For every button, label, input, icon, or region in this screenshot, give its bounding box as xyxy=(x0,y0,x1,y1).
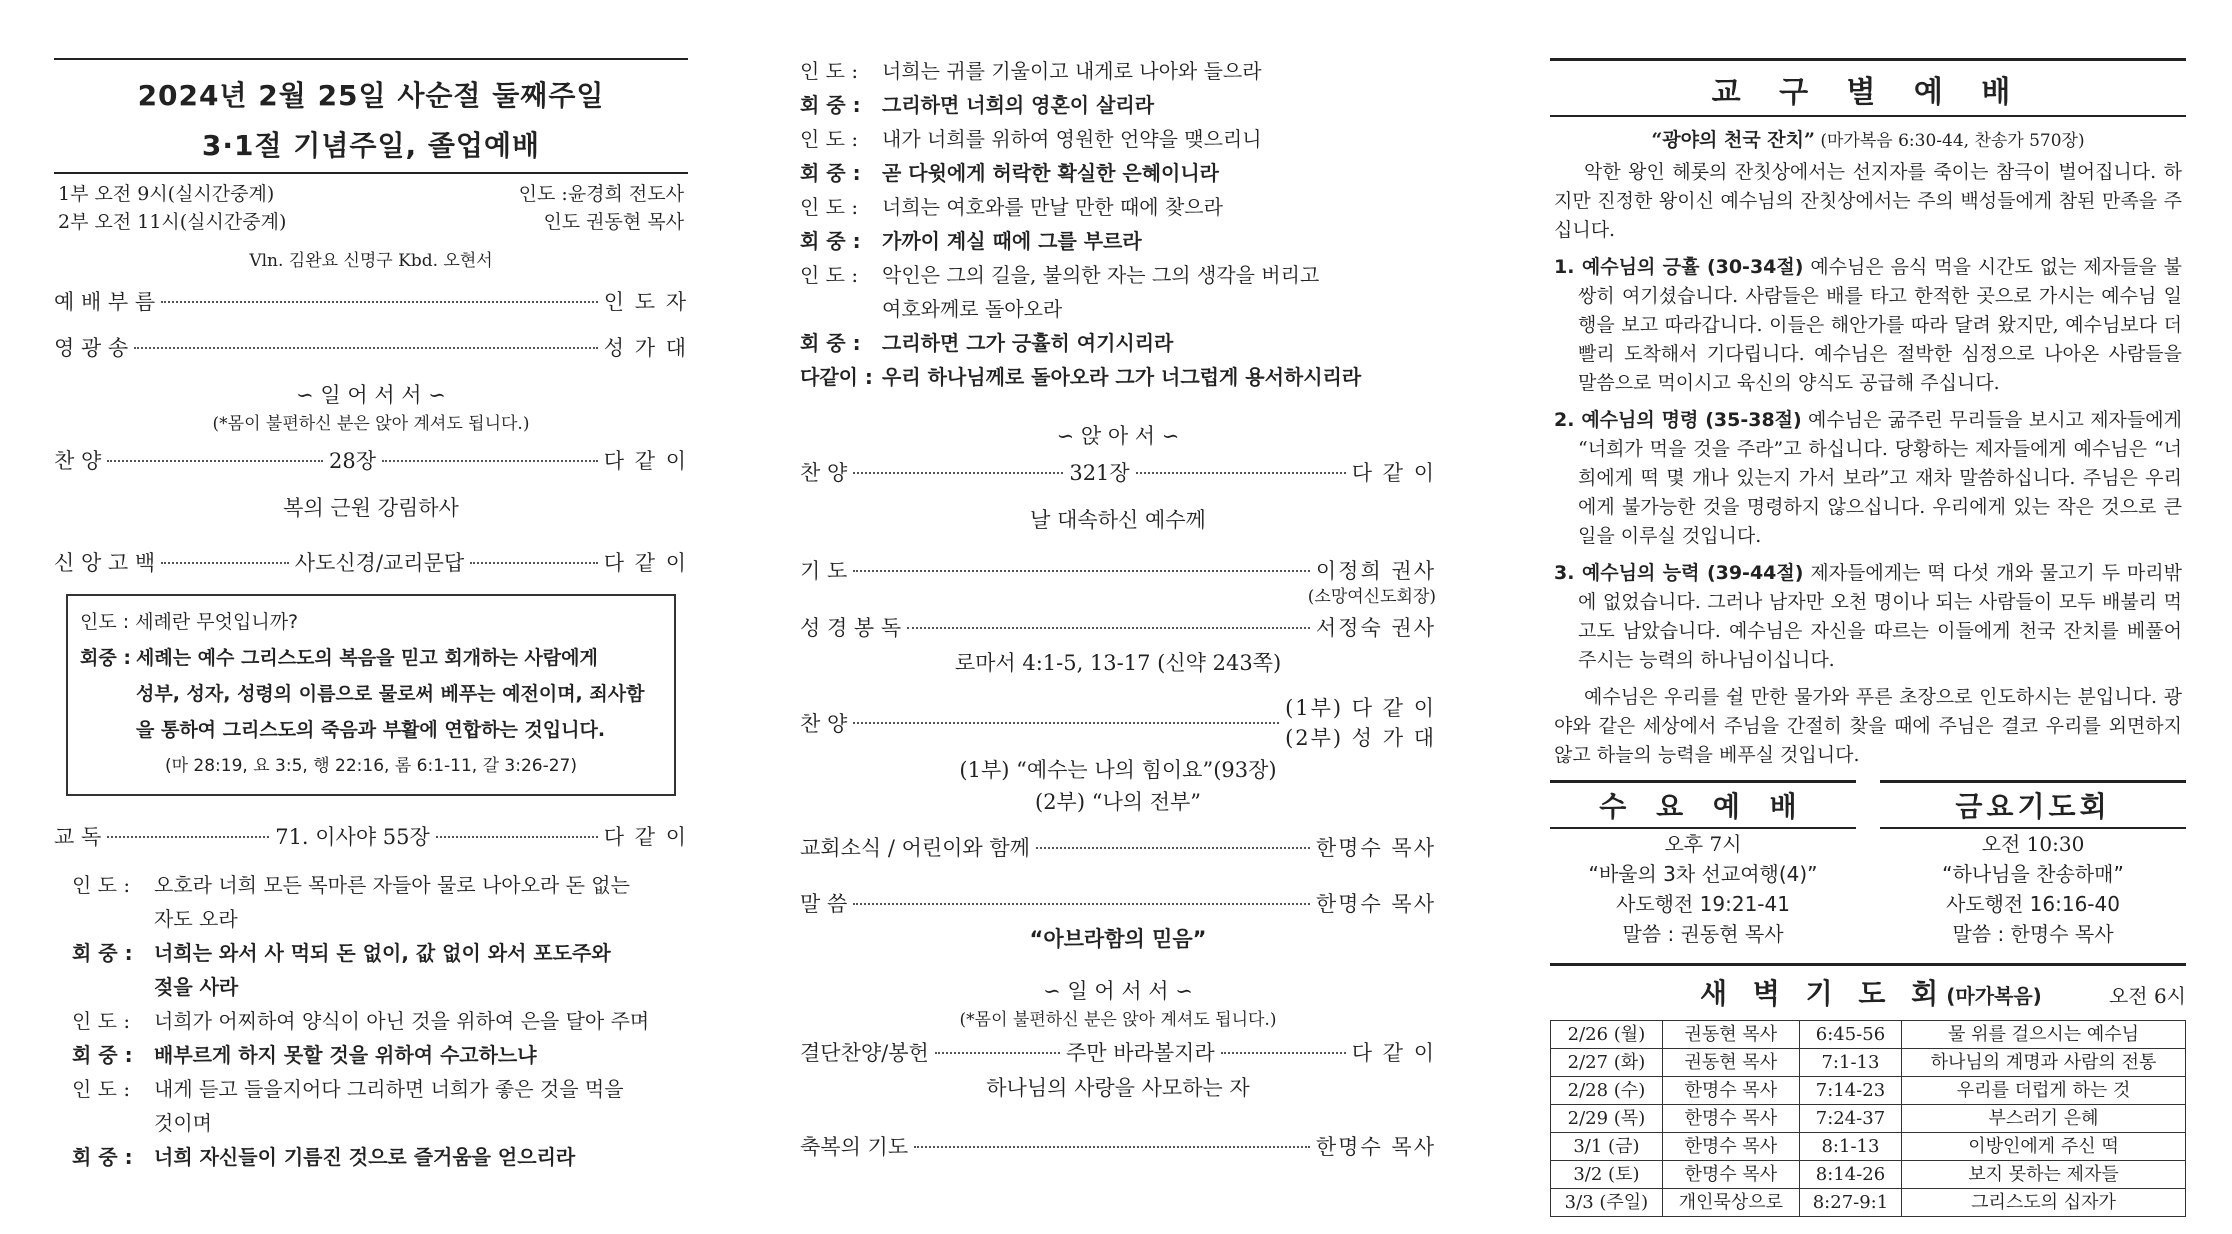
order-hymn-2: 찬 양 321장 다 같 이 xyxy=(800,461,1436,485)
stand-note: (*몸이 불편하신 분은 앉아 계셔도 됩니다.) xyxy=(212,414,530,434)
order-creed: 신 앙 고 백 사도신경/교리문답 다 같 이 xyxy=(54,551,689,575)
weekly-services xyxy=(1550,780,2186,949)
friday-time: 오전 10:30 xyxy=(1981,832,2085,856)
reading-line: 회 중 : 너희 자신들이 기름진 것으로 즐거움을 얻으리라 xyxy=(72,1145,576,1169)
order-prayer: 기 도 이정희 권사 xyxy=(800,559,1436,583)
service-1 xyxy=(58,180,684,208)
order-news: 교회소식 / 어린이와 함께 한명수 목사 xyxy=(800,836,1436,860)
catechism-box xyxy=(66,594,676,796)
friday-preacher: 말씀 : 한명수 목사 xyxy=(1952,922,2114,946)
catechism-question: 인도 : 세례란 무엇입니까? xyxy=(80,611,299,633)
order-offering: 결단찬양/봉헌 주만 바라볼지라 다 같 이 xyxy=(800,1041,1437,1065)
wednesday-time: 오후 7시 xyxy=(1664,832,1742,856)
district-point-2: 2. 예수님의 명령 (35-38절) 예수님은 굶주린 무리들을 보시고 제자들에게 “너희가 먹을 것을 주라”고 하십니다. 당황하는 제자들에게 예수님은 “너희에게 떡 몇 개나 있는지 가서 보라”고 재차 말씀하십니다. 주님은 우리에게 불가능한 것을 명령하지 않으십니다. 우리에게 있는 작은 것으로 큰 일을 이루실 것입니다. xyxy=(1554,409,2182,547)
table-cell: 그리스도의 십자가 xyxy=(1902,1189,2186,1217)
table-cell: 6:45-56 xyxy=(1799,1021,1901,1049)
column-order-of-worship-2 xyxy=(800,54,1436,1178)
table-cell: 부스러기 은혜 xyxy=(1902,1105,2186,1133)
wednesday-service xyxy=(1550,780,1856,949)
page-title: 2024년 2월 25일 사순절 둘째주일 xyxy=(137,79,605,112)
order-sermon: 말 씀 한명수 목사 xyxy=(800,892,1436,916)
sit-instruction: ∽ 앉 아 서 ∽ xyxy=(1056,424,1180,448)
order-responsive-reading: 교 독 71. 이사야 55장 다 같 이 xyxy=(54,825,688,849)
reading-line: 다같이 : 우리 하나님께로 돌아오라 그가 너그럽게 용서하시리라 xyxy=(800,365,1362,389)
district-outro: 예수님은 우리를 쉴 만한 물가와 푸른 초장으로 인도하시는 분입니다. 광야와 같은 세상에서 주님을 간절히 찾을 때에 주님은 결코 우리를 외면하지 않고 하늘의 능력을 베푸실 것입니다. xyxy=(1554,686,2182,766)
district-point-1: 1. 예수님의 긍휼 (30-34절) 예수님은 음식 먹을 시간도 없는 제자들을 불쌍히 여기셨습니다. 사람들은 배를 타고 한적한 곳으로 가시는 예수님 일행을 보고 따라갑니다. 이들은 해안가를 따라 달려 왔지만, 예수님보다 더 빨리 도착해서 기다립니다. 예수님은 절박한 심정으로 나아온 사람들을 말씀으로 먹이시고 육신의 양식도 공급해 주십니다. xyxy=(1554,256,2182,394)
scripture-ref: 로마서 4:1-5, 13-17 (신약 243쪽) xyxy=(954,651,1282,675)
catechism-answer-label: 회중 : xyxy=(80,647,131,669)
service-2-leader: 인도 권동현 목사 xyxy=(543,211,684,233)
reading-line: 회 중 : 그리하면 그가 긍휼히 여기시리라 xyxy=(800,331,1174,355)
prayer-note: (소망여신도회장) xyxy=(1307,587,1436,607)
service-1-leader: 인도 :윤경희 전도사 xyxy=(518,183,684,205)
choir-title-2: (2부) “나의 전부” xyxy=(1035,790,1201,814)
table-row xyxy=(1551,1105,2186,1133)
table-row xyxy=(1551,1189,2186,1217)
dawn-prayer-table xyxy=(1550,1020,2186,1217)
reading-line: 인 도 : 내가 너희를 위하여 영원한 언약을 맺으리니 xyxy=(800,127,1262,151)
table-row xyxy=(1551,1133,2186,1161)
table-cell: 우리를 더럽게 하는 것 xyxy=(1902,1077,2186,1105)
hymn-1-title: 복의 근원 강림하사 xyxy=(283,496,459,520)
responsive-reading-part-2 xyxy=(800,54,1436,394)
offering-title: 하나님의 사랑을 사모하는 자 xyxy=(986,1076,1250,1100)
friday-title: “하나님을 찬송하매” xyxy=(1942,862,2124,886)
service-1-time: 1부 오전 9시(실시간중계) xyxy=(58,183,275,205)
district-intro: 악한 왕인 헤롯의 잔칫상에서는 선지자를 죽이는 참극이 벌어집니다. 하지만 진정한 왕이신 예수님의 잔칫상에서는 주의 백성들에게 참된 만족을 주십니다. xyxy=(1554,161,2182,241)
table-cell: 권동현 목사 xyxy=(1662,1021,1799,1049)
order-benediction: 축복의 기도 한명수 목사 xyxy=(800,1135,1436,1159)
sermon-title: “아브라함의 믿음” xyxy=(1029,927,1207,951)
wednesday-ref: 사도행전 19:21-41 xyxy=(1616,892,1790,916)
table-row xyxy=(1551,1021,2186,1049)
table-row xyxy=(1551,1161,2186,1189)
top-rule xyxy=(54,58,688,60)
page-subtitle: 3·1절 기념주일, 졸업예배 xyxy=(54,124,688,174)
choir-title-1: (1부) “예수는 나의 힘이요”(93장) xyxy=(959,758,1277,782)
catechism-answer-line-2: 성부, 성자, 성령의 이름으로 물로써 베푸는 예전이며, 죄사함 xyxy=(136,683,645,705)
column-announcements xyxy=(1550,58,2186,1217)
wednesday-title: “바울의 3차 선교여행(4)” xyxy=(1588,862,1818,886)
reading-line: 회 중 : 배부르게 하지 못할 것을 위하여 수고하느냐 xyxy=(72,1043,537,1067)
district-point-3: 3. 예수님의 능력 (39-44절) 제자들에게는 떡 다섯 개와 물고기 두 마리밖에 없었습니다. 그러나 남자만 오천 명이나 되는 사람들이 모두 배불리 먹고도 남았습니다. 예수님은 자신을 따르는 이들에게 천국 잔치를 베풀어 주시는 능력의 하나님이십니다. xyxy=(1554,562,2182,671)
table-cell: 7:24-37 xyxy=(1799,1105,1901,1133)
table-cell: 3/3 (주일) xyxy=(1551,1189,1663,1217)
order-hymn-1: 찬 양 28장 다 같 이 xyxy=(54,449,689,473)
friday-heading: 금요기도회 xyxy=(1880,780,2186,829)
table-cell: 2/26 (월) xyxy=(1551,1021,1663,1049)
reading-line: 회 중 : 그리하면 너희의 영혼이 살리라 xyxy=(800,93,1155,117)
friday-prayer xyxy=(1880,780,2186,949)
table-cell: 권동현 목사 xyxy=(1662,1049,1799,1077)
wednesday-heading: 수 요 예 배 xyxy=(1550,780,1856,829)
catechism-answer-line-3: 을 통하여 그리스도의 죽음과 부활에 연합하는 것입니다. xyxy=(136,719,606,741)
table-cell: 8:14-26 xyxy=(1799,1161,1901,1189)
table-cell: 2/29 (목) xyxy=(1551,1105,1663,1133)
table-cell: 한명수 목사 xyxy=(1662,1105,1799,1133)
table-cell: 개인묵상으로 xyxy=(1662,1189,1799,1217)
table-cell: 하나님의 계명과 사람의 전통 xyxy=(1902,1049,2186,1077)
table-cell: 7:1-13 xyxy=(1799,1049,1901,1077)
hymn-2-title: 날 대속하신 예수께 xyxy=(1030,508,1206,532)
catechism-refs: (마 28:19, 요 3:5, 행 22:16, 롬 6:1-11, 갈 3:26-27) xyxy=(164,756,578,776)
table-cell: 이방인에게 주신 떡 xyxy=(1902,1133,2186,1161)
district-sermon: “광야의 천국 잔치” (마가복음 6:30-44, 찬송가 570장) xyxy=(1651,129,2085,151)
dawn-prayer-heading: 새 벽 기 도 회(마가복음) 오전 6시 xyxy=(1550,963,2186,1012)
column-order-of-worship-1 xyxy=(54,58,688,1174)
table-cell: 보지 못하는 제자들 xyxy=(1902,1161,2186,1189)
table-cell: 물 위를 걸으시는 예수님 xyxy=(1902,1021,2186,1049)
reading-line: 인 도 : 내게 듣고 들을지어다 그리하면 너희가 좋은 것을 먹을 것이며 xyxy=(72,1077,624,1135)
wednesday-preacher: 말씀 : 권동현 목사 xyxy=(1622,922,1784,946)
table-cell: 2/27 (화) xyxy=(1551,1049,1663,1077)
reading-line: 인 도 : 너희는 귀를 기울이고 내게로 나아와 들으라 xyxy=(800,59,1262,83)
table-row xyxy=(1551,1077,2186,1105)
catechism-answer-line-1: 세례는 예수 그리스도의 복음을 믿고 회개하는 사람에게 xyxy=(136,647,598,669)
table-cell: 8:27-9:1 xyxy=(1799,1189,1901,1217)
table-cell: 2/28 (수) xyxy=(1551,1077,1663,1105)
service-2 xyxy=(58,208,684,236)
friday-ref: 사도행전 16:16-40 xyxy=(1946,892,2120,916)
order-choir: 찬 양 (1부) 다 같 이 (2부) 성 가 대 xyxy=(800,696,1436,750)
table-cell: 7:14-23 xyxy=(1799,1077,1901,1105)
stand-instruction-2: ∽ 일 어 서 서 ∽ xyxy=(1043,979,1193,1003)
responsive-reading-part-1 xyxy=(72,868,688,1174)
reading-line: 회 중 : 곧 다윗에게 허락한 확실한 은혜이니라 xyxy=(800,161,1219,185)
table-cell: 8:1-13 xyxy=(1799,1133,1901,1161)
stand-note-2: (*몸이 불편하신 분은 앉아 계셔도 됩니다.) xyxy=(959,1010,1277,1030)
order-gloria: 영 광 송 성 가 대 xyxy=(54,336,688,360)
table-cell: 한명수 목사 xyxy=(1662,1133,1799,1161)
reading-line: 회 중 : 너희는 와서 사 먹되 돈 없이, 값 없이 와서 포도주와 젖을 사라 xyxy=(72,941,611,999)
table-cell: 3/1 (금) xyxy=(1551,1133,1663,1161)
table-cell: 한명수 목사 xyxy=(1662,1161,1799,1189)
table-cell: 한명수 목사 xyxy=(1662,1077,1799,1105)
order-call-to-worship: 예 배 부 름 인 도 자 xyxy=(54,290,688,314)
reading-line: 인 도 : 악인은 그의 길을, 불의한 자는 그의 생각을 버리고 여호와께로 돌아오라 xyxy=(800,263,1320,321)
table-row xyxy=(1551,1049,2186,1077)
musicians: Vln. 김완요 신명구 Kbd. 오현서 xyxy=(249,251,493,271)
reading-line: 인 도 : 너희는 여호와를 만날 만한 때에 찾으라 xyxy=(800,195,1223,219)
order-scripture: 성 경 봉 독 서정숙 권사 xyxy=(800,616,1436,640)
reading-line: 인 도 : 너희가 어찌하여 양식이 아닌 것을 위하여 은을 달아 주며 xyxy=(72,1009,650,1033)
service-2-time: 2부 오전 11시(실시간중계) xyxy=(58,211,287,233)
reading-line: 인 도 : 오호라 너희 모든 목마른 자들아 물로 나아오라 돈 없는 자도 오라 xyxy=(72,873,630,931)
table-cell: 3/2 (토) xyxy=(1551,1161,1663,1189)
stand-instruction: ∽ 일 어 서 서 ∽ xyxy=(296,383,446,407)
reading-line: 회 중 : 가까이 계실 때에 그를 부르라 xyxy=(800,229,1142,253)
district-worship-heading: 교 구 별 예 배 xyxy=(1550,61,2186,117)
